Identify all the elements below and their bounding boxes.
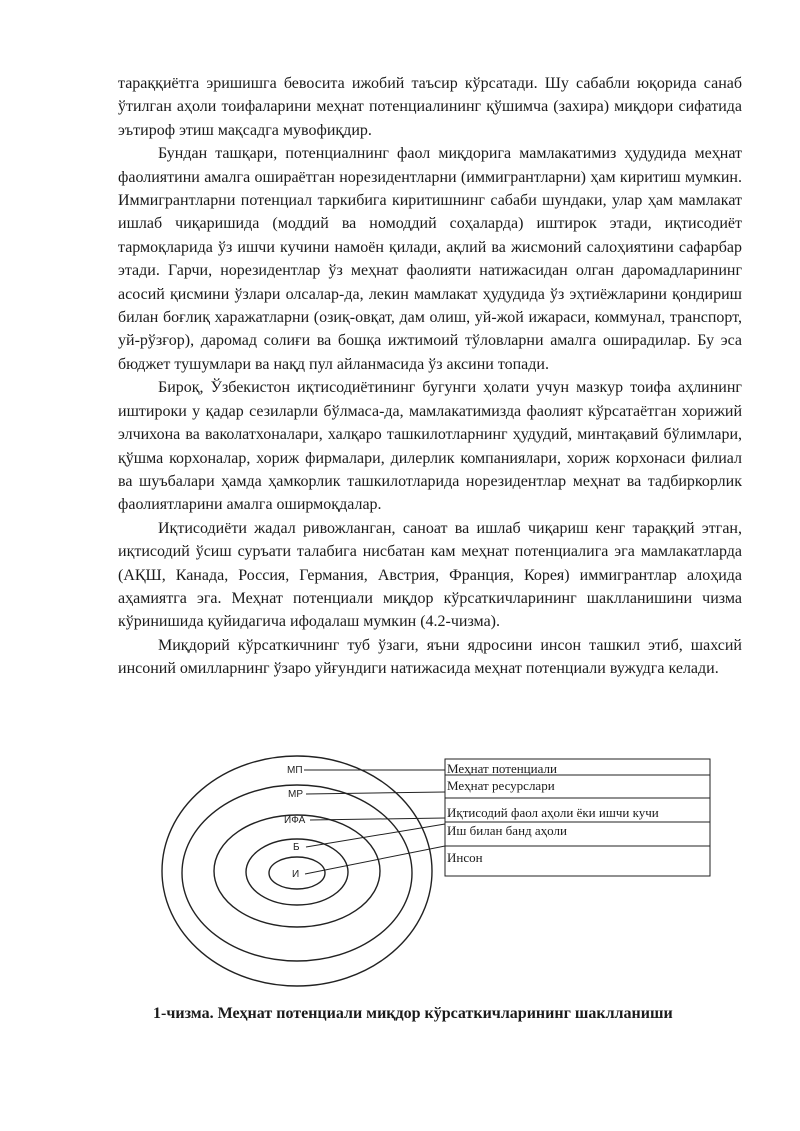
ring-label-b: Б bbox=[293, 842, 300, 853]
legend-label-ifa: Иқтисодий фаол аҳоли ёки ишчи кучи bbox=[447, 805, 659, 820]
diagram-svg bbox=[160, 746, 720, 996]
leader-line bbox=[306, 824, 445, 847]
figure-caption: 1-чизма. Меҳнат потенциали миқдор кўрсаткичларининг шаклланиши bbox=[153, 1005, 673, 1022]
paragraph: Бироқ, Ўзбекистон иқтисодиётининг бугунги ҳолати учун мазкур тоифа аҳлининг иштироки у қадар сезиларли бўлмаса-да, мамлакатимизда фаолият кўрсатаётган хорижий элчихона ва ваколатхоналари, халқаро ташкилотларнинг ҳудудий, минтақавий бўлимлари, қўшма корхоналар, хориж фирмалари, дилерлик компаниялари, хориж корхонаси филиал ва шуъбалари ҳамда ҳамкорлик ташкилотларида норезидентлар меҳнат ва тадбиркорлик фаолиятларини амалга оширмоқдалар. bbox=[118, 379, 742, 514]
legend-label-mr: Меҳнат ресурслари bbox=[447, 778, 555, 793]
legend-label-i: Инсон bbox=[447, 850, 483, 865]
paragraph: Миқдорий кўрсаткичнинг туб ўзаги, яъни ядросини инсон ташкил этиб, шахсий инсоний омилларнинг ўзаро уйғундиги натижасида меҳнат потенциали вужудга келади. bbox=[118, 636, 742, 678]
paragraph: Иқтисодиёти жадал ривожланган, саноат ва ишлаб чиқариш кенг тараққий этган, иқтисодий ўсиш суръати талабига нисбатан кам меҳнат потенциалига эга мамлакатларда (АҚШ, Канада, Россия, Германия, Австрия, Франция, Корея) иммигрантлар алоҳида аҳамиятга эга. Меҳнат потенциали миқдор кўрсаткичларининг шаклланишини чизма кўринишида қуйидагича ифодалаш мумкин (4.2-чизма). bbox=[118, 519, 742, 631]
ring-label-i: И bbox=[292, 869, 300, 880]
ring-label-mp: МП bbox=[287, 765, 303, 776]
legend-label-b: Иш билан банд аҳоли bbox=[447, 823, 567, 838]
legend-label-mp: Меҳнат потенциали bbox=[447, 761, 557, 776]
paragraph: Бундан ташқари, потенциалнинг фаол миқдорига мамлакатимиз ҳудудида меҳнат фаолиятини амалга ошираётган норезидентларни (иммигрантларни) ҳам киритиш мумкин. Иммигрантларни потенциал таркибига киритишнинг сабаби шундаки, улар ҳам мамлакат ишлаб чиқаришида (моддий ва номоддий соҳаларда) иштирок этади, иқтисодиёт тармоқларида ўз ишчи кучини намоён қилади, ақлий ва жисмоний салоҳиятини сафарбар этади. Гарчи, норезидентлар ўз меҳнат фаолияти натижасидан олган даромадларининг асосий қисмини ўзлари олсалар-да, лекин мамлакат ҳудудида ўз эҳтиёжларини қондириш билан боғлиқ харажатларни (озиқ-овқат, дам олиш, уй-жой ижараси, коммунал, транспорт, уй-рўзғор), даромад солиғи ва бошқа ижтимоий тўловларни амалга оширадилар. Бу эса бюджет тушумлари ва нақд пул айланмасида ўз аксини топади. bbox=[118, 145, 742, 373]
concentric-rings-diagram bbox=[160, 746, 720, 996]
leader-line bbox=[306, 792, 445, 794]
legend-box bbox=[445, 846, 710, 876]
ring-label-ifa: ИФА bbox=[284, 815, 306, 826]
body-text bbox=[118, 72, 742, 681]
ring-label-mr: МР bbox=[288, 789, 303, 800]
paragraph: тараққиётга эришишга бевосита ижобий таъсир кўрсатади. Шу сабабли юқорида санаб ўтилган аҳоли тоифаларини меҳнат потенциалининг қўшимча (захира) миқдори сифатида эътироф этиш мақсадга мувофиқдир. bbox=[118, 75, 742, 139]
leader-line bbox=[305, 846, 445, 874]
